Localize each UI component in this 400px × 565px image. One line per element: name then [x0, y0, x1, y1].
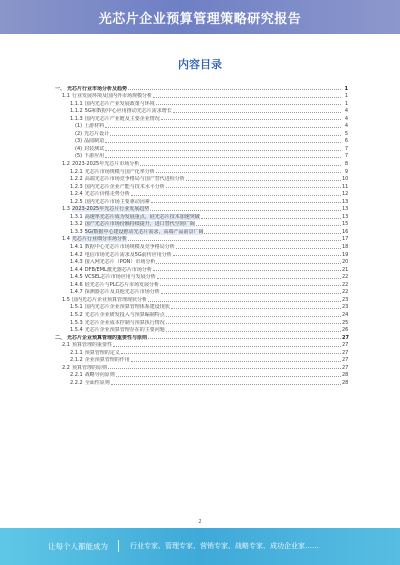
toc-entry-number: 1.5.3	[70, 319, 83, 326]
toc-leader-dots	[151, 202, 341, 203]
toc-entry[interactable]	[55, 326, 348, 334]
toc-entry-text: 晶圆制造	[84, 138, 105, 145]
toc-title: 内容目录	[178, 58, 222, 71]
toc-entry-page: 27	[342, 357, 349, 364]
toc-entry-text: 上游材料	[84, 123, 105, 130]
toc-entry-number: (4)	[75, 145, 83, 152]
toc-entry-text: 接入网光芯片（PON）市场分析	[84, 259, 156, 266]
toc-leader-dots	[128, 240, 341, 241]
toc-entry-text: 5G/数据中心建设推动光芯片需求，高端产品前景广阔	[84, 228, 204, 235]
toc-leader-dots	[173, 255, 341, 256]
toc-entry-page: 13	[342, 206, 349, 213]
toc-entry-page: 5	[344, 130, 348, 137]
toc-entry-number: 1.1.1	[70, 100, 83, 107]
toc-entry-page: 22	[342, 274, 349, 281]
toc-leader-dots	[161, 119, 341, 120]
toc-entry-number: 1.3.1	[70, 213, 83, 220]
toc-leader-dots	[148, 338, 341, 339]
toc-entry-text: 探测器芯片及其他光芯片市场分析	[84, 289, 160, 296]
toc-entry-page: 1	[344, 93, 348, 100]
toc-entry-text: 光芯片企业研发投入与预算编制特点	[84, 311, 165, 318]
toc-entry-text: 硅光芯片与PLC芯片市场发展分析	[84, 281, 160, 288]
toc-entry-text: 高速率光芯片成为发展重点，硅光芯片技术加速突破	[84, 213, 200, 220]
toc-leader-dots	[140, 165, 341, 166]
toc-entry-page: 22	[342, 289, 349, 296]
toc-entry-page: 22	[342, 281, 349, 288]
toc-entry-page: 11	[342, 183, 349, 190]
toc-entry[interactable]	[55, 114, 348, 122]
toc-leader-dots	[105, 127, 341, 128]
toc-entry-number: 1.3.2	[70, 221, 83, 228]
toc-entry[interactable]	[55, 250, 348, 258]
toc-entry[interactable]	[55, 84, 348, 92]
toc-entry[interactable]	[55, 280, 348, 288]
toc-entry[interactable]	[55, 227, 348, 235]
toc-entry-page: 1	[344, 100, 348, 107]
toc-entry-page: 28	[342, 372, 349, 379]
toc-entry-text: 国内光芯片产业链及主要企业情况	[84, 115, 160, 122]
toc-entry[interactable]	[55, 356, 348, 364]
toc-entry-page: 9	[344, 168, 348, 175]
toc-entry-number: 1.4	[62, 236, 70, 243]
toc-entry[interactable]	[55, 363, 348, 371]
toc-entry-text: 电信市场光芯片需求及5G前传应用分析	[84, 251, 172, 258]
toc-entry-text: 5G和数据中心应用推动光芯片需求增长	[84, 108, 172, 115]
toc-entry[interactable]	[55, 182, 348, 190]
toc-leader-dots	[166, 331, 341, 332]
toc-entry-text: 行业发展环境及国内外市场规模分析	[71, 93, 152, 100]
toc-leader-dots	[116, 376, 341, 377]
document-title: 光芯片企业预算管理策略研究报告	[98, 12, 302, 27]
toc-leader-dots	[105, 157, 341, 158]
toc-entry-text: VCSEL芯片市场应用与发展分析	[84, 274, 156, 281]
toc-entry-text: 预算管理的原则	[71, 364, 107, 371]
toc-entry[interactable]	[55, 137, 348, 145]
toc-entry-number: 2.1	[62, 342, 70, 349]
toc-entry-text: 国产光芯片市场份额持续提升，进口替代空间广阔	[84, 221, 195, 228]
page-number: 2	[198, 519, 202, 525]
toc-entry-number: 1.2.2	[70, 176, 83, 183]
toc-entry[interactable]	[55, 242, 348, 250]
toc-entry-number: 1.4.7	[70, 289, 83, 296]
toc-leader-dots	[156, 172, 341, 173]
toc-entry-page: 27	[342, 334, 349, 341]
toc-leader-dots	[161, 293, 341, 294]
toc-leader-dots	[166, 323, 341, 324]
toc-leader-dots	[160, 285, 341, 286]
toc-leader-dots	[150, 210, 341, 211]
toc-leader-dots	[110, 135, 341, 136]
toc-entry-number: (5)	[75, 153, 83, 160]
toc-entry-number: (3)	[75, 138, 83, 145]
toc-entry-page: 21	[342, 266, 349, 273]
toc-leader-dots	[201, 218, 341, 219]
toc-leader-dots	[111, 384, 341, 385]
header-banner	[0, 0, 400, 34]
toc-entry-page: 13	[342, 213, 349, 220]
toc-entry-page: 13	[342, 198, 349, 205]
toc-entry-number: 1.2.4	[70, 191, 83, 198]
toc-entry-page: 27	[342, 349, 349, 356]
toc-entry-number: 1.1.2	[70, 108, 83, 115]
toc-entry-page: 1	[344, 85, 348, 92]
toc-entry[interactable]	[55, 273, 348, 281]
toc-entry[interactable]	[55, 265, 348, 273]
toc-leader-dots	[156, 263, 341, 264]
toc-entry-number: 1.2	[62, 161, 70, 168]
toc-entry-number: 2.1.2	[70, 357, 83, 364]
toc-entry[interactable]	[55, 197, 348, 205]
toc-entry[interactable]	[55, 235, 348, 243]
toc-entry[interactable]	[55, 348, 348, 356]
footer-divider	[118, 540, 119, 552]
toc-entry-number: 1.5	[62, 296, 70, 303]
toc-entry-text: 高端光芯片市场竞争格局与国产替代进程分析	[84, 176, 185, 183]
toc-entry-page: 23	[342, 296, 349, 303]
toc-entry-text: 数据中心光芯片市场规模及竞争格局分析	[84, 244, 175, 251]
toc-leader-dots	[105, 142, 341, 143]
toc-leader-dots	[157, 278, 341, 279]
toc-entry-text: 国内光芯片市场主要驱动因素	[84, 198, 150, 205]
toc-entry-text: 国内光芯片企业预算管理现状分析	[71, 296, 147, 303]
toc-entry-page: 19	[342, 251, 349, 258]
toc-entry[interactable]	[55, 220, 348, 228]
toc-entry-text: 国内光芯片企业产能与技术水平分析	[84, 183, 165, 190]
toc-leader-dots	[153, 97, 341, 98]
toc-entry-number: 1.2.1	[70, 168, 83, 175]
toc-entry-number: (1)	[75, 123, 83, 130]
toc-entry-page: 16	[342, 228, 349, 235]
toc-entry-page: 23	[342, 304, 349, 311]
toc-leader-dots	[204, 233, 341, 234]
toc-entry-number: 1.4.5	[70, 274, 83, 281]
toc-entry-text: 光芯片企业预算管理的重要性与原则	[67, 334, 148, 341]
toc-entry-number: 1.3	[62, 206, 70, 213]
toc-entry[interactable]	[55, 333, 348, 341]
toc-entry-text: 2023-2025年光芯片行业发展趋势	[71, 206, 150, 213]
toc-leader-dots	[108, 368, 341, 369]
toc-entry-page: 25	[342, 319, 349, 326]
toc-entry[interactable]	[55, 212, 348, 220]
table-of-contents	[55, 84, 348, 386]
toc-leader-dots	[166, 316, 341, 317]
toc-entry-number: 1.5.4	[70, 327, 83, 334]
toc-leader-dots	[121, 353, 341, 354]
toc-entry-number: 1.1.3	[70, 115, 83, 122]
toc-entry-number: 1.4.2	[70, 251, 83, 258]
footer-tagline: 行业专家、管理专家、营销专家、战略专家、成功企业家……	[130, 542, 319, 550]
toc-entry-text: 2023-2025年光芯片市场分析	[71, 161, 140, 168]
toc-entry-text: 光芯片价格走势分析	[84, 191, 130, 198]
toc-entry-number: 1.2.5	[70, 198, 83, 205]
toc-leader-dots	[105, 150, 341, 151]
toc-entry-page: 7	[344, 153, 348, 160]
toc-entry[interactable]	[55, 175, 348, 183]
toc-entry-number: (2)	[75, 130, 83, 137]
toc-entry-number: 2.2.2	[70, 379, 83, 386]
toc-leader-dots	[173, 112, 341, 113]
toc-entry[interactable]	[55, 303, 348, 311]
toc-entry[interactable]	[55, 341, 348, 349]
toc-entry[interactable]	[55, 378, 348, 386]
toc-entry-text: DFB/EML激光器芯片市场分析	[84, 266, 152, 273]
toc-entry-text: 光芯片设计	[84, 130, 110, 137]
toc-entry-text: 国内光芯片产业发展政策与环境	[84, 100, 155, 107]
toc-entry-text: 预算管理的定义	[84, 349, 120, 356]
toc-entry-page: 27	[342, 342, 349, 349]
toc-entry[interactable]	[55, 310, 348, 318]
toc-leader-dots	[186, 180, 341, 181]
toc-entry-number: 二、	[55, 334, 66, 341]
toc-leader-dots	[196, 225, 341, 226]
toc-entry-text: 下游应用	[84, 153, 105, 160]
toc-entry-page: 4	[344, 115, 348, 122]
toc-entry[interactable]	[55, 152, 348, 160]
toc-leader-dots	[113, 346, 341, 347]
toc-leader-dots	[148, 301, 341, 302]
toc-entry-number: 1.4.4	[70, 266, 83, 273]
toc-entry-page: 26	[342, 327, 349, 334]
toc-entry[interactable]	[55, 258, 348, 266]
toc-entry[interactable]	[55, 205, 348, 213]
toc-entry-page: 28	[342, 379, 349, 386]
toc-entry-page: 8	[344, 161, 348, 168]
toc-entry[interactable]	[55, 288, 348, 296]
toc-entry-number: 1.5.1	[70, 304, 83, 311]
toc-entry-text: 预算管理的重要性	[71, 342, 112, 349]
toc-entry-page: 12	[342, 191, 349, 198]
toc-entry-number: 1.4.3	[70, 259, 83, 266]
toc-entry-page: 27	[342, 364, 349, 371]
toc-leader-dots	[131, 195, 341, 196]
toc-entry[interactable]	[55, 295, 348, 303]
toc-entry-page: 15	[342, 221, 349, 228]
footer-banner	[0, 528, 400, 565]
toc-entry-text: 光芯片企业成本控制与预算执行情况	[84, 319, 165, 326]
toc-entry-number: 2.1.1	[70, 349, 83, 356]
toc-entry[interactable]	[55, 144, 348, 152]
toc-entry-text: 光芯片行业市场分析及趋势	[67, 85, 128, 92]
toc-entry-text: 战略导向原则	[84, 372, 115, 379]
toc-leader-dots	[131, 361, 341, 362]
toc-leader-dots	[153, 270, 341, 271]
toc-leader-dots	[176, 248, 341, 249]
toc-entry-page: 6	[344, 138, 348, 145]
toc-entry[interactable]	[55, 107, 348, 115]
toc-entry[interactable]	[55, 167, 348, 175]
toc-entry-page: 4	[344, 123, 348, 130]
toc-entry[interactable]	[55, 122, 348, 130]
toc-entry-page: 17	[342, 236, 349, 243]
toc-entry[interactable]	[55, 129, 348, 137]
toc-entry-text: 国内光芯片企业预算管理体系建设现状	[84, 304, 170, 311]
toc-entry[interactable]	[55, 190, 348, 198]
toc-entry-text: 企业预算管理的作用	[84, 357, 130, 364]
toc-entry-number: 2.2.1	[70, 372, 83, 379]
toc-leader-dots	[166, 187, 341, 188]
toc-entry-number: 1.5.2	[70, 311, 83, 318]
toc-entry[interactable]	[55, 92, 348, 100]
toc-entry-page: 18	[342, 244, 349, 251]
toc-entry-number: 一、	[55, 85, 66, 92]
toc-leader-dots	[171, 308, 341, 309]
toc-entry-text: 光芯片企业预算管理存在的主要问题	[84, 327, 165, 334]
toc-entry-number: 1.2.3	[70, 183, 83, 190]
toc-entry[interactable]	[55, 318, 348, 326]
toc-entry-page: 20	[342, 259, 349, 266]
toc-entry[interactable]	[55, 159, 348, 167]
toc-entry-page: 24	[342, 311, 349, 318]
toc-entry-page: 7	[344, 145, 348, 152]
toc-entry[interactable]	[55, 99, 348, 107]
toc-entry-number: 1.1	[62, 93, 70, 100]
toc-entry[interactable]	[55, 371, 348, 379]
toc-entry-text: 封装测试	[84, 145, 105, 152]
toc-entry-number: 1.4.6	[70, 281, 83, 288]
footer-slogan: 让每个人都能成为	[48, 542, 108, 551]
toc-entry-text: 光芯片行业细分市场分析	[71, 236, 127, 243]
toc-leader-dots	[128, 89, 341, 90]
toc-leader-dots	[156, 104, 341, 105]
toc-entry-number: 2.2	[62, 364, 70, 371]
toc-entry-page: 10	[342, 176, 349, 183]
toc-entry-text: 光芯片市场规模与国产化率分析	[84, 168, 155, 175]
toc-entry-text: 全面性原则	[84, 379, 110, 386]
toc-entry-number: 1.4.1	[70, 244, 83, 251]
toc-entry-page: 4	[344, 108, 348, 115]
toc-entry-number: 1.3.3	[70, 228, 83, 235]
